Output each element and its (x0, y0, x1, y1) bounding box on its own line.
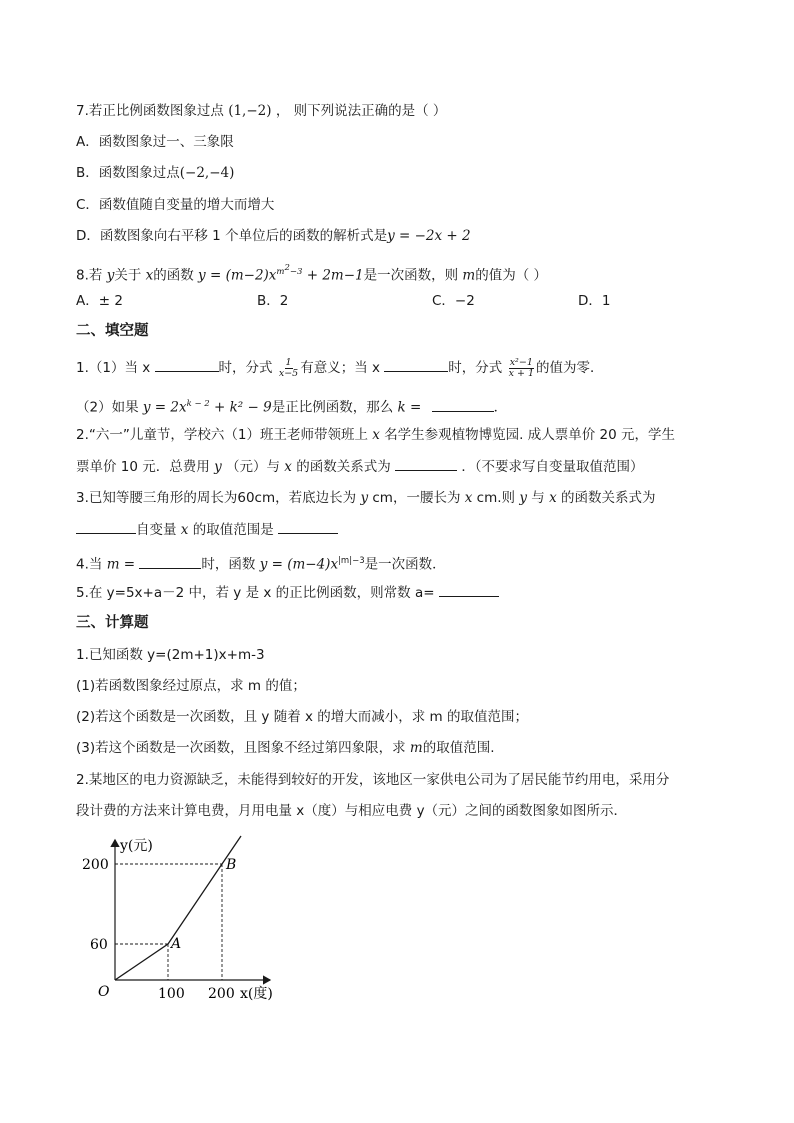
q8-text-a: 8.若 (76, 267, 103, 284)
f2-blank[interactable] (395, 456, 457, 471)
q7-option-c: C．函数值随自变量的增大而增大 (76, 197, 275, 213)
origin-label: O (98, 984, 110, 1000)
q8-var-x: x (145, 267, 154, 284)
q7-point: (1,−2) (228, 103, 272, 119)
q8-text-e: 的值为（ ） (475, 267, 548, 284)
f5-text: 5.在 y=5x+a－2 中，若 y 是 x 的正比例函数，则常数 a= (76, 585, 435, 601)
q7-option-b-text: B．函数图象过点 (76, 165, 180, 181)
tick-y-60: 60 (90, 937, 108, 953)
cost-line (115, 836, 241, 980)
q8-var-m: m (462, 267, 476, 284)
q8-option-d: D．1 (578, 293, 611, 309)
q8-option-a: A．± 2 (76, 293, 123, 309)
f3-var-y2: y (519, 490, 527, 506)
f1-blank-1[interactable] (155, 357, 219, 372)
f1-fraction-2 (509, 358, 534, 379)
q7-option-b (76, 163, 234, 183)
f1-p2-exponent: k − 2 (186, 399, 210, 409)
f1-frac1-num: 1 (285, 356, 292, 368)
c2-line2: 段计费的方法来计算电费，月用电量 x（度）与相应电费 y（元）之间的函数图象如图所示． (76, 803, 628, 819)
q8-exp-3: −3 (289, 266, 303, 277)
f3-line2 (76, 519, 338, 540)
q8-text-d: 是一次函数，则 (363, 267, 459, 284)
q8-exponent (276, 263, 303, 277)
f4-text-c: 是一次函数． (364, 556, 446, 573)
f4-blank[interactable] (139, 554, 201, 569)
c1-stem: 1.已知函数 y=(2m+1)x+m-3 (76, 647, 265, 663)
f2-line2 (76, 456, 644, 477)
q8-text-b: 关于 (114, 267, 142, 284)
c1-p3-m: m (409, 740, 423, 756)
f2-text-c: 票单价 10 元．总费用 (76, 459, 210, 475)
q8-stem (76, 258, 547, 285)
f3-text-g: 的取值范围是 (192, 522, 274, 538)
f2-text-a: 2.“六一”儿童节，学校六（1）班王老师带领班上 (76, 427, 368, 443)
tick-y-200: 200 (82, 857, 109, 873)
f1-p2-expr-tail: + k² − 9 (209, 399, 272, 416)
q8-exp-2: 2 (284, 263, 290, 273)
f3-blank-2[interactable] (278, 519, 338, 534)
q8-expr: y = (m−2)x (198, 267, 277, 284)
f2-text-b: 名学生参观植物博览园. 成人票单价 20 元，学生 (384, 427, 676, 443)
f1-frac2-den: x + 1 (508, 367, 534, 379)
f1-p2-k: k = (397, 399, 422, 416)
f1-part2 (76, 394, 507, 418)
q8-var-y: y (106, 267, 115, 284)
f2-var-x: x (372, 427, 380, 443)
f3-text-c: cm.则 (476, 490, 516, 506)
f1-p2-text-a: （2）如果 (76, 399, 139, 416)
q7-option-d-expr: y = −2x + 2 (387, 228, 471, 244)
q7-stem (76, 101, 446, 121)
section-fill-in-heading: 二、填空题 (76, 323, 149, 339)
q7-option-d-text: D．函数图象向右平移 1 个单位后的函数的解析式是 (76, 228, 388, 244)
f1-blank-3[interactable] (432, 397, 494, 412)
point-a-label: A (171, 936, 182, 952)
f1-fraction-1 (279, 358, 298, 379)
f4-text-a: 4.当 (76, 556, 103, 573)
c1-part1: (1)若函数图象经过原点，求 m 的值； (76, 678, 306, 694)
f3-text-a: 3.已知等腰三角形的周长为60cm，若底边长为 (76, 490, 357, 506)
f1-text-c: 有意义；当 x (300, 360, 380, 376)
q7-option-b-point: (−2,−4) (179, 165, 235, 181)
f5-blank[interactable] (439, 582, 499, 597)
f1-frac1-den: x−5 (278, 367, 299, 379)
point-b-label: B (226, 857, 237, 873)
f3-var-y: y (360, 490, 369, 506)
f5-line (76, 582, 499, 603)
f2-text-f: ．（不要求写自变量取值范围） (461, 459, 644, 475)
f2-line1 (76, 425, 675, 445)
f4-m: m = (106, 556, 136, 573)
f3-var-x3: x (180, 522, 189, 538)
tick-x-200: 200 (208, 986, 235, 1002)
f1-p2-end: ． (493, 399, 508, 416)
c1-p3-text-b: 的取值范围. (422, 740, 495, 756)
q8-expr-tail: + 2m−1 (302, 267, 364, 284)
f3-var-x: x (464, 490, 473, 506)
f1-frac2-num: x²−1 (509, 356, 533, 368)
f1-part1 (76, 357, 604, 379)
c2-line1: 2.某地区的电力资源缺乏，未能得到较好的开发，该地区一家供电公司为了居民能节约用电，采用分 (76, 772, 670, 788)
f2-text-e: 的函数关系式为 (296, 459, 391, 475)
f4-exponent: |m|−3 (338, 556, 365, 566)
q8-text-c: 的函数 (153, 267, 194, 284)
f2-var-x2: x (284, 459, 292, 475)
f1-text-a: 1.（1）当 x (76, 360, 151, 376)
f1-p2-text-b: 是正比例函数，那么 (271, 399, 394, 416)
f3-text-b: cm，一腰长为 (372, 490, 461, 506)
q7-stem-text: 7.若正比例函数图象过点 (76, 103, 224, 119)
q7-option-a: A．函数图象过一、三象限 (76, 134, 234, 150)
f3-var-x2: x (549, 490, 557, 506)
section-calc-heading: 三、计算题 (76, 615, 149, 631)
f4-text-b: 时，函数 (201, 556, 256, 573)
f3-line1 (76, 488, 656, 508)
q7-option-d (76, 226, 471, 246)
f2-var-y: y (214, 459, 222, 475)
f1-text-d: 时，分式 (448, 360, 503, 376)
q8-option-b: B．2 (257, 293, 289, 309)
f1-text-b: 时，分式 (218, 360, 273, 376)
x-axis-label: x(度) (240, 986, 273, 1002)
f1-blank-2[interactable] (384, 357, 448, 372)
c1-part2: (2)若这个函数是一次函数，且 y 随着 x 的增大而减小，求 m 的取值范围； (76, 709, 528, 725)
c1-part3 (76, 738, 495, 758)
electricity-graph (80, 828, 310, 1008)
f3-text-d: 与 (531, 490, 545, 506)
f1-text-e: 的值为零． (536, 360, 604, 376)
f3-text-e: 的函数关系式为 (561, 490, 656, 506)
f4-line (76, 551, 446, 575)
f2-text-d: （元）与 (226, 459, 280, 475)
q7-stem-tail: ， 则下列说法正确的是（ ） (275, 103, 447, 119)
f1-p2-expr: y = 2x (142, 399, 187, 416)
c1-p3-text-a: (3)若这个函数是一次函数，且图象不经过第四象限，求 (76, 740, 406, 756)
f3-blank-1[interactable] (76, 519, 136, 534)
q8-option-c: C．−2 (432, 293, 475, 309)
y-axis-label: y(元) (120, 838, 153, 854)
tick-x-100: 100 (158, 986, 185, 1002)
f4-expr: y = (m−4)x (259, 556, 339, 573)
f3-text-f: 自变量 (136, 522, 177, 538)
q8-exp-m: m (276, 266, 285, 277)
